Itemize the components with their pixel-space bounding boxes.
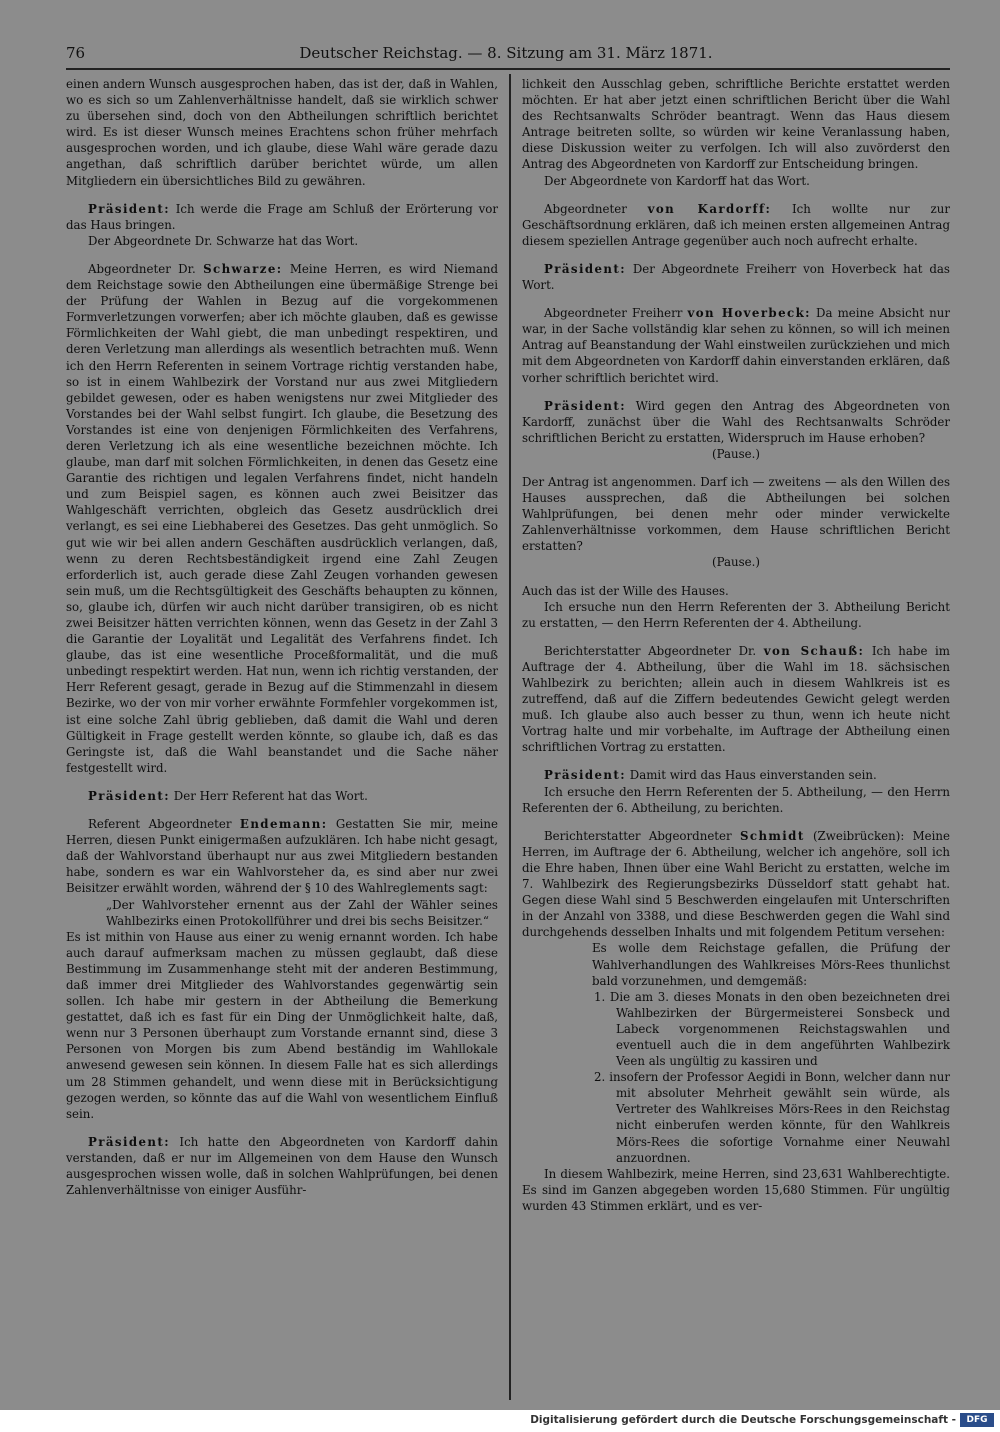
paragraph <box>522 554 950 570</box>
paragraph <box>522 305 950 385</box>
paragraph-text: Es ist mithin von Hause aus einer zu wenig ernannt worden. Ich habe auch darauf aufmerksam machen zu müssen geglaubt, daß diese Bestimmung im Zusammenhange steht mit der anderen Bestimmung, daß immer drei Mitglieder des Wahlvorstandes gegenwärtig sein sollen. Ich habe mir gestern in der Abtheilung die Bemerkung gestattet, daß ich es fast für ein Ding der Unmöglichkeit halte, daß, wenn nur 3 Personen überhaupt zum Vorstande ernannt sind, diese 3 Personen von Morgen bis zum Abend beständig im Wahllokale anwesend gewesen sein können. In diesem Falle hat es sich allerdings um 28 Stimmen gehandelt, und wenn diese mit in Berücksichtigung gezogen werden, so könnte das auf die Wahl von wesentlichem Einfluß sein. <box>66 929 498 1121</box>
paragraph <box>522 599 950 631</box>
paragraph <box>522 1166 950 1214</box>
speaker-name: Schwarze: <box>203 261 283 276</box>
paragraph-text: Es wolle dem Reichstage gefallen, die Prüfung der Wahlverhandlungen des Wahlkreises Mörs-Rees thunlichst bald vorzunehmen, und demgemäß: <box>592 941 950 988</box>
speaker-name: Präsident: <box>544 261 626 276</box>
paragraph <box>522 446 950 462</box>
paragraph-text: „Der Wahlvorsteher ernennt aus der Zahl der Wähler seines Wahlbezirks einen Protokollführer und drei bis sechs Beisitzer.“ <box>106 897 498 928</box>
speaker-role: Berichterstatter Abgeordneter Dr. <box>544 643 764 658</box>
paragraph-text: Ich hatte den Abgeordneten von Kardorff dahin verstanden, daß er nur im Allgemeinen von dem Hause den Wunsch ausgesprochen wissen wolle, daß in solchen Wahlprüfungen, bei denen Zahlenverhältnisse von einiger Ausführ- <box>66 1134 498 1198</box>
paragraph-text: In diesem Wahlbezirk, meine Herren, sind 23,631 Wahlberechtigte. Es sind im Ganzen abgegeben worden 15,680 Stimmen. Für ungültig wurden 43 Stimmen erklärt, und es ver- <box>522 1166 950 1213</box>
page-header <box>66 44 946 66</box>
paragraph-text: (Pause.) <box>711 555 761 570</box>
paragraph <box>66 816 498 896</box>
dfg-logo: DFG <box>960 1413 994 1427</box>
column-divider <box>509 74 511 1400</box>
paragraph-text: Der Herr Referent hat das Wort. <box>170 788 368 803</box>
paragraph-text: (Pause.) <box>711 446 761 461</box>
paragraph <box>66 897 498 929</box>
paragraph <box>522 940 950 988</box>
paragraph <box>522 201 950 249</box>
header-rule <box>66 68 950 70</box>
paragraph <box>522 989 950 1069</box>
speaker-name: Präsident: <box>544 768 626 783</box>
footer-credit: Digitalisierung gefördert durch die Deutsche Forschungsgemeinschaft - <box>530 1414 956 1426</box>
paragraph <box>522 767 950 783</box>
paragraph <box>522 643 950 756</box>
footer-bar <box>0 1410 1000 1432</box>
paragraph-text: (Zweibrücken): Meine Herren, im Auftrage der 6. Abtheilung, welcher ich angehöre, soll ich die Ehre haben, Ihnen über eine Wahl Bericht zu erstatten, welche im 7. Wahlbezirk des Regierungsbezirks Düsseldorf statt gehabt hat. Gegen diese Wahl sind 5 Beschwerden eingelaufen mit Unterschriften in der Anzahl von 3388, und diese Beschwerden gegen die Wahl sind durchgehends desselben Inhalts und mit folgendem Petitum versehen: <box>522 828 950 940</box>
paragraph <box>66 76 498 189</box>
paragraph-text: Meine Herren, es wird Niemand dem Reichstage sowie den Abtheilungen eine übermäßige Strenge bei der Prüfung der Wahlen in Bezug auf die vorgekommenen Formverletzungen vorwerfen; aber ich möchte glauben, daß es gewisse Förmlichkeiten der Wahl giebt, die man unbedingt respektiren, und deren Verletzung man allerdings als wesentlich betrachten muß. Wenn ich den Herrn Referenten in seinem Vortrage richtig verstanden habe, so ist in einem Wahlbezirk der Vorstand nur aus zwei Mitgliedern gebildet gewesen, oder es haben wenigstens nur zwei Mitglieder des Vorstandes bei der Wahl selbst fungirt. Ich glaube, die Besetzung des Vorstandes ist eine von denjenigen Förmlichkeiten des Verfahrens, deren Verletzung ich als eine wesentliche bezeichnen möchte. Ich glaube, man darf mit solchen Förmlichkeiten, in denen das Gesetz eine Garantie des richtigen und legalen Verfahrens findet, nicht handeln und zum Beispiel sagen, es können auch zwei Beisitzer das Wahlgeschäft verrichten, obgleich das Gesetz ausdrücklich drei verlangt, es sei eine Liebhaberei des Gesetzes. Das geht unmöglich. So gut wie wir bei allen andern Geschäften ausdrücklich verlangen, daß, wenn zu deren Rechtsbeständigkeit irgend eine Zahl Zeugen erforderlich ist, auch gerade diese Zahl Zeugen vorhanden gewesen sein muß, um die Rechtsgültigkeit des Geschäfts behaupten zu können, so, glaube ich, dürfen wir auch nicht darüber transigiren, ob es nicht zwei Beisitzer hätten verrichten können, wenn das Gesetz in der Zahl 3 die Garantie der Loyalität und Legalität des Verfahrens findet. Ich glaube, das ist eine wesentliche Proceßformalität, und die muß unbedingt respektirt werden. Hat nun, wenn ich richtig verstanden, der Herr Referent gesagt, gerade in Bezug auf die Stimmenzahl in diesem Bezirke, wo der von mir vorher erwähnte Formfehler vorgekommen ist, ist eine solche Zahl übrig geblieben, daß damit die Wahl und deren Gültigkeit in Frage gestellt werden könnte, so glaube ich, daß es das Geringste ist, daß die Wahl beanstandet und die Sache näher festgestellt wird. <box>66 261 498 775</box>
paragraph <box>522 1069 950 1166</box>
paragraph-text: Ich ersuche den Herrn Referenten der 5. Abtheilung, — den Herrn Referenten der 6. Abtheilung, zu berichten. <box>522 784 950 815</box>
speaker-name: von Kardorff: <box>647 201 772 216</box>
speaker-name: von Hoverbeck: <box>687 306 811 321</box>
paragraph <box>522 474 950 554</box>
paragraph-text: Wird gegen den Antrag des Abgeordneten von Kardorff, zunächst über die Wahl des Rechtsanwalts Schröder schriftlichen Bericht zu erstatten, Widerspruch im Hause erhoben? <box>522 398 950 445</box>
paragraph <box>66 929 498 1122</box>
paragraph <box>522 398 950 446</box>
paragraph-text: Ich habe im Auftrage der 4. Abtheilung, über die Wahl im 18. sächsischen Wahlbezirk zu berichten; allein auch in diesem Wahlkreis ist es zutreffend, daß auf die Ziffern bedeutendes Gewicht gelegt werden muß. Ich glaube also auch besser zu thun, wenn ich heute nicht Vortrag halte und mir vorbehalte, im Auftrage der Abtheilung einen schriftlichen Vortrag zu erstatten. <box>522 643 950 755</box>
left-column <box>66 76 498 1198</box>
paragraph-text: Ich ersuche nun den Herrn Referenten der 3. Abtheilung Bericht zu erstatten, — den Herrn Referenten der 4. Abtheilung. <box>522 599 950 630</box>
paragraph <box>522 828 950 941</box>
paragraph-text: Der Abgeordnete Dr. Schwarze hat das Wort. <box>88 233 359 248</box>
paragraph <box>522 261 950 293</box>
speaker-role: Abgeordneter Freiherr <box>544 306 688 321</box>
paragraph-text: lichkeit den Ausschlag geben, schriftliche Berichte erstattet werden möchten. Er hat aber jetzt einen schriftlichen Bericht über die Wahl des Rechtsanwalts Schröder beantragt. Wenn das Haus diesem Antrage beitreten sollte, so würden wir keine Veranlassung haben, diese Diskussion weiter zu verfolgen. Ich will also zuvörderst den Antrag des Abgeordneten von Kardorff zur Entscheidung bringen. <box>522 77 950 172</box>
paragraph <box>522 784 950 816</box>
speaker-name: Präsident: <box>88 1134 170 1149</box>
paragraph-text: Da meine Absicht nur war, in der Sache vollständig klar sehen zu können, so will ich meinen Antrag auf Beanstandung der Wahl einstweilen zurückziehen und mich mit dem Abgeordneten von Kardorff dahin einverstanden erklären, daß vorher schriftlich berichtet wird. <box>522 306 950 385</box>
paragraph <box>522 583 950 599</box>
paragraph-text: 2. insofern der Professor Aegidi in Bonn, welcher dann nur mit absoluter Mehrheit gewählt sein würde, als Vertreter des Wahlkreises Mörs-Rees in den Reichstag nicht einberufen werden könnte, für den Wahlkreis Mörs-Rees die sofortige Vornahme einer Neuwahl anzuordnen. <box>594 1070 950 1165</box>
paragraph-text: Der Abgeordnete von Kardorff hat das Wort. <box>544 173 810 188</box>
speaker-role: Abgeordneter <box>544 201 648 216</box>
paragraph <box>66 201 498 233</box>
paragraph-text: Der Antrag ist angenommen. Darf ich — zweitens — als den Willen des Hauses aussprechen, daß die Abtheilungen bei solchen Wahlprüfungen, bei denen mehr oder minder verwickelte Zahlenverhältnisse vorkommen, dem Hause schriftlichen Bericht erstatten? <box>522 474 950 554</box>
paragraph <box>66 788 498 804</box>
paragraph <box>66 233 498 249</box>
speaker-name: Präsident: <box>544 398 626 413</box>
paragraph <box>522 76 950 173</box>
paragraph-text: Gestatten Sie mir, meine Herren, diesen Punkt einigermaßen aufzuklären. Ich habe nicht gesagt, daß der Wahlvorstand überhaupt nur aus zwei Mitgliedern bestanden habe, sondern es war ein Wahlvorsteher da, es sind aber nur zwei Beisitzer erwählt worden, während der § 10 des Wahlreglements sagt: <box>66 817 498 896</box>
paragraph-text: Ich werde die Frage am Schluß der Erörterung vor das Haus bringen. <box>66 201 498 232</box>
speaker-name: Präsident: <box>88 788 170 803</box>
speaker-role: Abgeordneter Dr. <box>88 261 204 276</box>
paragraph <box>522 173 950 189</box>
paragraph-text: Damit wird das Haus einverstanden sein. <box>626 768 877 783</box>
right-column <box>522 76 950 1214</box>
speaker-role: Referent Abgeordneter <box>88 817 240 832</box>
paragraph-text: einen andern Wunsch ausgesprochen haben, das ist der, daß in Wahlen, wo es sich so um Zahlenverhältnisse handelt, daß sie wirklich schwer zu übersehen sind, doch von den Abtheilungen schriftlich berichtet wird. Es ist dieser Wunsch meines Erachtens schon früher mehrfach ausgesprochen worden, und ich glaube, diese Wahl wäre gerade dazu angethan, daß schriftlich darüber berichtet würde, um allen Mitgliedern ein übersichtliches Bild zu gewähren. <box>66 77 498 188</box>
paragraph <box>66 261 498 776</box>
paragraph-text: 1. Die am 3. dieses Monats in den oben bezeichneten drei Wahlbezirken der Bürgermeisterei Sonsbeck und Labeck vorgenommenen Reichstagswahlen und eventuell auch die in dem angeführten Wahlbezirk Veen als ungültig zu kassiren und <box>594 989 950 1069</box>
paragraph <box>66 1134 498 1198</box>
page-number: 76 <box>66 44 86 62</box>
running-title: Deutscher Reichstag. — 8. Sitzung am 31. März 1871. <box>299 44 713 62</box>
speaker-name: Präsident: <box>88 201 170 216</box>
speaker-name: Schmidt <box>739 828 805 843</box>
speaker-name: von Schauß: <box>763 643 865 658</box>
paragraph-text: Ich wollte nur zur Geschäftsordnung erklären, daß ich meinen ersten allgemeinen Antrag diesem speziellen Antrage gegenüber auch noch aufrecht erhalte. <box>522 201 950 248</box>
paragraph-text: Auch das ist der Wille des Hauses. <box>522 583 729 598</box>
paragraph-text: Der Abgeordnete Freiherr von Hoverbeck hat das Wort. <box>522 261 950 293</box>
speaker-name: Endemann: <box>239 817 328 832</box>
speaker-role: Berichterstatter Abgeordneter <box>544 828 740 843</box>
